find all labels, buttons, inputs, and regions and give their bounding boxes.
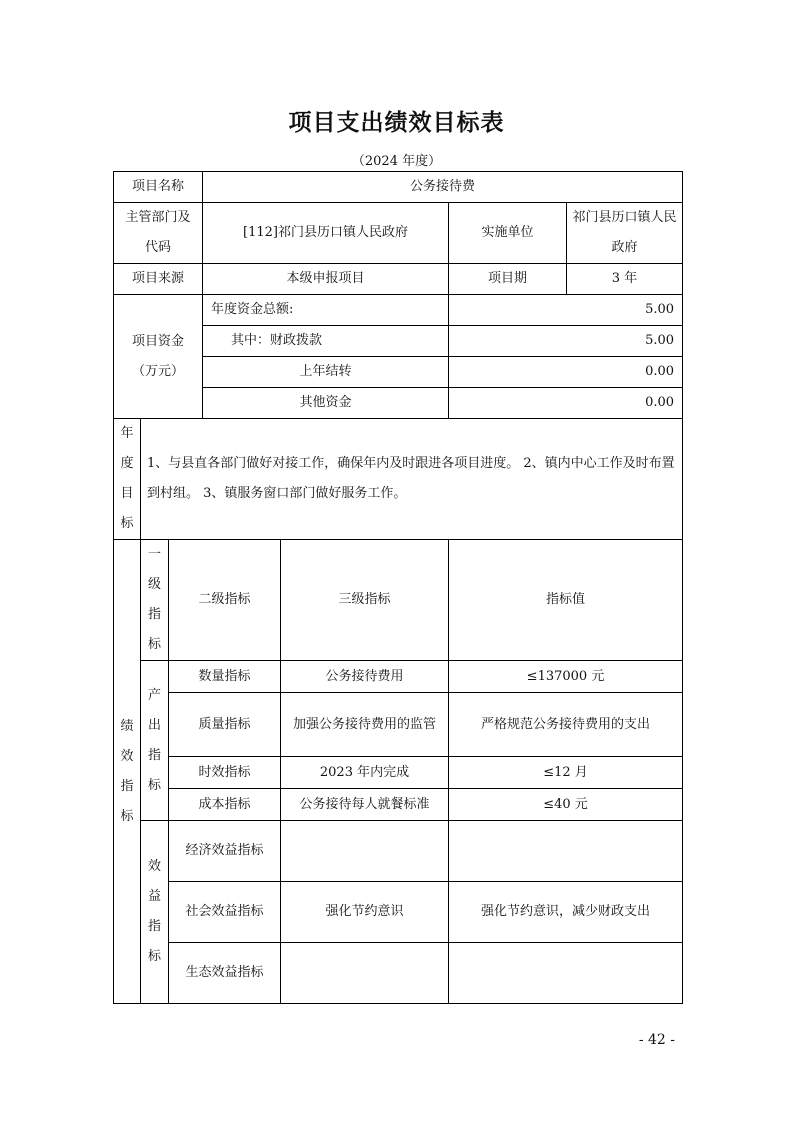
source-value: 本级申报项目 <box>203 264 449 295</box>
level3-cell: 2023 年内完成 <box>281 757 449 789</box>
level3-cell <box>281 821 449 882</box>
output-char: 标 <box>147 777 161 793</box>
dept-value: [112]祁门县历口镇人民政府 <box>203 203 449 264</box>
goal-label <box>114 419 141 540</box>
level3-cell: 公务接待费用 <box>281 661 449 693</box>
level1-header <box>141 540 169 661</box>
level2-cell: 成本指标 <box>169 789 281 821</box>
section-label-char: 标 <box>120 808 134 824</box>
funds-total-value: 5.00 <box>449 295 683 326</box>
benefit-indicator-label <box>141 821 169 1004</box>
page-title: 项目支出绩效目标表 <box>288 110 505 136</box>
table-row <box>114 757 683 789</box>
output-char: 产 <box>147 687 161 703</box>
level1-char: 指 <box>147 607 161 622</box>
table-row <box>114 661 683 693</box>
page-number: - 42 - <box>638 1032 675 1048</box>
dept-label-line2: 代码 <box>144 240 171 255</box>
level1-char: 级 <box>147 577 161 592</box>
funds-label <box>114 295 203 419</box>
table-row <box>114 295 683 326</box>
funds-label-text: 项目资金 <box>131 333 184 349</box>
value-cell: 严格规范公务接待费用的支出 <box>449 693 683 757</box>
goal-label-char: 年 <box>120 426 134 441</box>
level3-cell: 加强公务接待费用的监管 <box>281 693 449 757</box>
output-char: 指 <box>147 747 161 763</box>
level2-cell: 社会效益指标 <box>169 882 281 943</box>
funds-carry-value: 0.00 <box>449 357 683 388</box>
goal-label-char: 度 <box>120 456 134 471</box>
level2-header: 二级指标 <box>169 540 281 661</box>
level3-cell <box>281 943 449 1004</box>
output-indicator-label <box>141 661 169 821</box>
section-label-char: 效 <box>120 748 134 764</box>
level1-char: 一 <box>147 547 161 562</box>
level3-header: 三级指标 <box>281 540 449 661</box>
value-cell <box>449 943 683 1004</box>
period-value: 3 年 <box>567 264 683 295</box>
dept-label <box>114 203 203 264</box>
table-row <box>114 882 683 943</box>
table-row <box>114 821 683 882</box>
funds-fiscal-label: 其中：财政拨款 <box>203 326 449 357</box>
level2-cell: 时效指标 <box>169 757 281 789</box>
benefit-char: 益 <box>147 889 161 904</box>
level3-cell: 强化节约意识 <box>281 882 449 943</box>
value-cell: ≤40 元 <box>449 789 683 821</box>
funds-carry-label: 上年结转 <box>203 357 449 388</box>
table-row <box>114 264 683 295</box>
unit-value: 祁门县历口镇人民政府 <box>567 203 683 264</box>
section-label-char: 绩 <box>120 718 134 734</box>
value-header: 指标值 <box>449 540 683 661</box>
year-subtitle: （2024 年度） <box>351 154 442 169</box>
level2-cell: 经济效益指标 <box>169 821 281 882</box>
level3-cell: 公务接待每人就餐标准 <box>281 789 449 821</box>
project-name-label: 项目名称 <box>114 172 203 203</box>
level2-cell: 生态效益指标 <box>169 943 281 1004</box>
table-row <box>114 172 683 203</box>
table-row <box>114 789 683 821</box>
performance-target-table <box>113 171 683 1004</box>
funds-unit-text: （万元） <box>131 363 184 379</box>
output-char: 出 <box>147 717 161 733</box>
indicator-section-label <box>114 540 141 1004</box>
value-cell <box>449 821 683 882</box>
table-row <box>114 419 683 540</box>
dept-label-line1: 主管部门及 <box>125 210 191 225</box>
benefit-char: 效 <box>147 859 161 874</box>
level2-cell: 数量指标 <box>169 661 281 693</box>
table-row <box>114 693 683 757</box>
level2-cell: 质量指标 <box>169 693 281 757</box>
goal-label-char: 标 <box>120 516 134 531</box>
funds-other-value: 0.00 <box>449 388 683 419</box>
goal-label-char: 目 <box>120 486 134 501</box>
funds-other-label: 其他资金 <box>203 388 449 419</box>
unit-label: 实施单位 <box>449 203 567 264</box>
table-row <box>114 943 683 1004</box>
goal-text: 1、与县直各部门做好对接工作，确保年内及时跟进各项目进度。 2、镇内中心工作及时布置到村组。 3、镇服务窗口部门做好服务工作。 <box>141 419 683 540</box>
value-cell: ≤12 月 <box>449 757 683 789</box>
level1-char: 标 <box>147 637 161 652</box>
funds-total-label: 年度资金总额: <box>203 295 449 326</box>
value-cell: 强化节约意识，减少财政支出 <box>449 882 683 943</box>
funds-fiscal-value: 5.00 <box>449 326 683 357</box>
table-row <box>114 203 683 264</box>
benefit-char: 指 <box>147 919 161 934</box>
period-label: 项目期 <box>449 264 567 295</box>
section-label-char: 指 <box>120 778 134 794</box>
table-row <box>114 540 683 661</box>
source-label: 项目来源 <box>114 264 203 295</box>
value-cell: ≤137000 元 <box>449 661 683 693</box>
project-name-value: 公务接待费 <box>203 172 683 203</box>
benefit-char: 标 <box>147 949 161 964</box>
